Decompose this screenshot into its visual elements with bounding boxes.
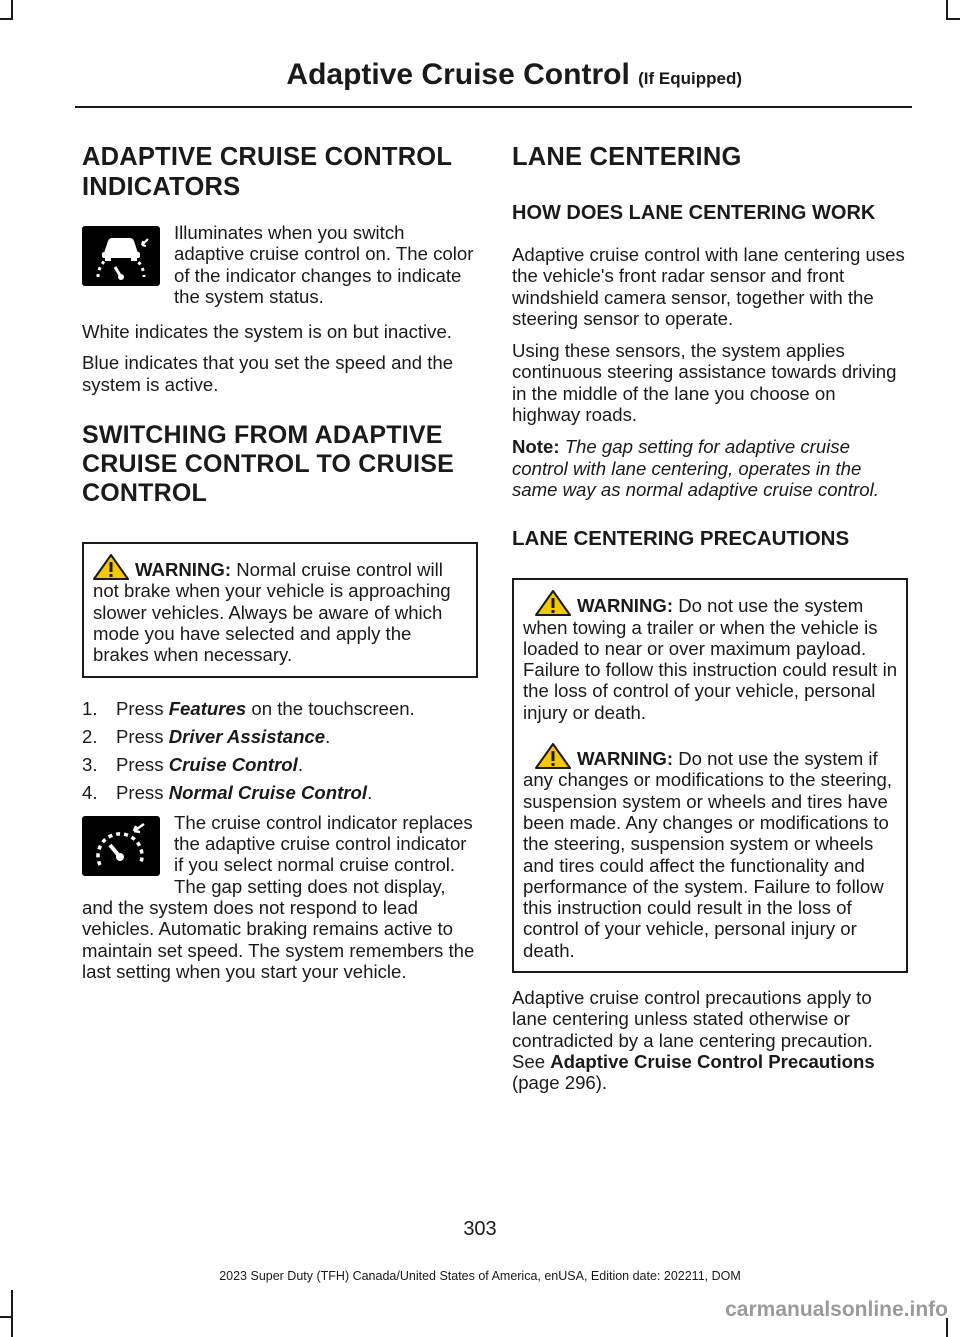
warning-label: WARNING: bbox=[577, 595, 674, 617]
menu-term-cruise-control: Cruise Control bbox=[168, 754, 298, 776]
crop-mark bbox=[11, 0, 13, 20]
section-heading-switching: SWITCHING FROM ADAPTIVE CRUISE CONTROL TO CRUISE CONTROL bbox=[82, 421, 454, 508]
list-item: 3. Press Cruise Control. bbox=[82, 754, 304, 776]
menu-term-driver-assistance: Driver Assistance bbox=[168, 725, 326, 747]
watermark: carmanualsonline.info bbox=[725, 1298, 948, 1321]
white-status-text: White indicates the system is on but inactive. bbox=[82, 321, 452, 343]
page-number: 303 bbox=[463, 1218, 497, 1240]
list-item: 1. Press Features on the touchscreen. bbox=[82, 697, 415, 719]
crop-mark bbox=[948, 18, 960, 20]
subheading-precautions: LANE CENTERING PRECAUTIONS bbox=[512, 527, 850, 551]
lane-centering-description: Adaptive cruise control with lane centering uses the vehicle's front radar sensor and front windshield camera sensor, together with the steering sensor to operate. bbox=[512, 244, 905, 329]
cruise-indicator-block bbox=[82, 812, 478, 982]
note-text: The gap setting for adaptive cruise control with lane centering, operates in the same way as normal adaptive cruise control. bbox=[512, 436, 879, 500]
lane-centering-sensors: Using these sensors, the system applies continuous steering assistance towards driving in the middle of the lane you choose on highway roads. bbox=[512, 340, 897, 426]
note-label: Note: bbox=[512, 436, 560, 458]
warning-text: Normal cruise control will not brake when your vehicle is approaching slower vehicles. Always be aware of which mode you have selected and apply the brakes when necessary. bbox=[93, 559, 451, 666]
blue-status-text: Blue indicates that you set the speed and the system is active. bbox=[82, 352, 454, 395]
adaptive-cruise-indicator-icon bbox=[82, 226, 160, 286]
warning-label: WARNING: bbox=[577, 748, 674, 770]
menu-term-normal-cruise-control: Normal Cruise Control bbox=[168, 782, 368, 804]
right-column bbox=[512, 142, 908, 1094]
warning-box-lane-centering bbox=[512, 578, 908, 973]
section-heading-lane-centering: LANE CENTERING bbox=[512, 143, 742, 171]
note-gap-setting bbox=[512, 436, 908, 500]
warning-triangle-icon bbox=[535, 743, 571, 769]
left-column bbox=[82, 142, 478, 982]
header-title-text: Adaptive Cruise Control bbox=[286, 58, 630, 91]
page-header-title bbox=[286, 58, 742, 92]
crop-mark bbox=[946, 0, 948, 20]
header-subtitle: (If Equipped) bbox=[638, 69, 742, 88]
warning-triangle-icon bbox=[93, 554, 129, 580]
subheading-how-works: HOW DOES LANE CENTERING WORK bbox=[512, 202, 876, 224]
warning-label: WARNING: bbox=[135, 559, 232, 581]
precautions-reference: Adaptive cruise control precautions apply to lane centering unless stated otherwise or contradicted by a lane centering precaution. See Adaptive Cruise Control Precautions (page 296). bbox=[512, 987, 875, 1094]
steps-list bbox=[82, 698, 478, 804]
crop-mark bbox=[0, 18, 12, 20]
list-item: 4. Press Normal Cruise Control. bbox=[82, 782, 373, 804]
warning-box-normal-cruise bbox=[82, 542, 478, 677]
indicator-block bbox=[82, 222, 478, 307]
cruise-indicator-description: The cruise control indicator replaces the adaptive cruise control indicator if you select normal cruise control. The gap setting does not display, and the system does not respond to lead vehicles. Automatic braking remains active to maintain set speed. The system remembers the last setting when you start your vehicle. bbox=[82, 811, 475, 982]
adaptive-cruise-precautions-link[interactable]: Adaptive Cruise Control Precautions bbox=[550, 1050, 875, 1072]
header-rule bbox=[75, 106, 912, 108]
warning-text-towing: Do not use the system when towing a trailer or when the vehicle is loaded to near or over maximum payload. Failure to follow this instruction could result in the loss of control of your vehicle, personal injury or death. bbox=[523, 595, 898, 723]
crop-mark bbox=[11, 1290, 13, 1337]
cruise-control-indicator-icon bbox=[82, 816, 160, 876]
footer-edition: 2023 Super Duty (TFH) Canada/United States of America, enUSA, Edition date: 202211, DOM bbox=[219, 1269, 741, 1283]
section-heading-indicators: ADAPTIVE CRUISE CONTROL INDICATORS bbox=[82, 143, 452, 201]
warning-text-modifications: Do not use the system if any changes or modifications to the steering, suspension system or wheels and tires have been made. Any changes or modifications to the steering, suspension system or wheels and tires could affect the functionality and performance of the system. Failure to follow this instruction could result in the loss of control of your vehicle, personal injury or death. bbox=[523, 748, 892, 961]
menu-term-features: Features bbox=[168, 697, 247, 719]
indicator-description: Illuminates when you switch adaptive cruise control on. The color of the indicator changes to indicate the system status. bbox=[174, 222, 474, 307]
list-item: 2. Press Driver Assistance. bbox=[82, 725, 331, 747]
crop-mark bbox=[0, 1316, 12, 1318]
warning-triangle-icon bbox=[535, 590, 571, 616]
